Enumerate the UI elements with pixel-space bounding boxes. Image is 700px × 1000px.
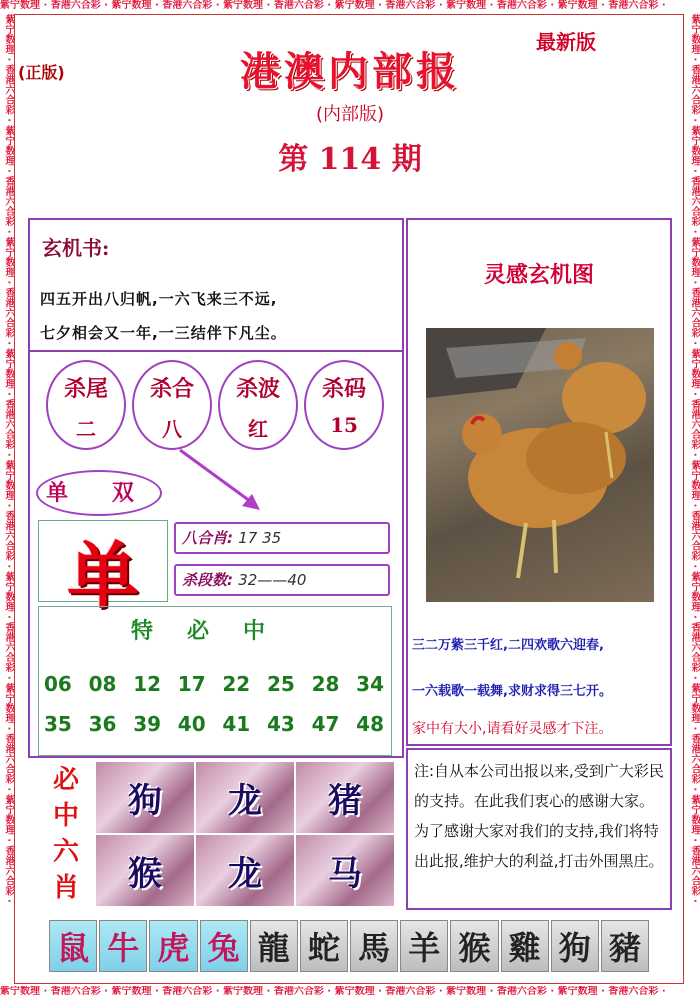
liuhe-value: 17 35 <box>238 529 282 547</box>
number: 22 <box>222 672 251 696</box>
range-value: 32——40 <box>238 571 307 589</box>
border-left: 紫宁数理 · 香港六合彩 · 紫宁数理 · 香港六合彩 · 紫宁数理 · 香港六合彩 · 紫宁数理 · 香港六合彩 · 紫宁数理 · 香港六合彩 · 紫宁数理 · 香港六合彩 · 紫宁数理 · 香港六合彩 · 紫宁数理 · 香港六合彩 · <box>0 14 14 986</box>
zodiac-cell: 蛇 <box>300 920 348 972</box>
right-verse-1: 三二万紫三千红,二四欢歌六迎春, <box>412 638 604 653</box>
inspiration-title: 灵感玄机图 <box>483 262 594 288</box>
zodiac-tile: 猪 <box>296 762 394 833</box>
number: 41 <box>222 712 251 736</box>
range-box <box>174 564 390 596</box>
oval-value: 八 <box>162 417 182 441</box>
chicken-photo <box>426 328 654 602</box>
range-label: 杀段数: <box>182 571 233 589</box>
special-title: 特必中 <box>130 618 299 644</box>
right-verse-2: 一六载歌一载舞,求财求得三七开。 <box>412 684 612 699</box>
six-zodiac-label <box>42 762 90 906</box>
number: 08 <box>88 672 117 696</box>
oval-label: 杀波 <box>235 376 280 402</box>
notice-text: 注:自从本公司出报以来,受到广大彩民的支持。在此我们衷心的感谢大家。为了感谢大家对我们的支持,我们将特出此报,维护大的利益,打击外围黑庄。 <box>414 762 664 870</box>
mystery-line-1: 四五开出八归帆,一六飞来三不远, <box>40 290 278 308</box>
border-bottom: 紫宁数理 · 香港六合彩 · 紫宁数理 · 香港六合彩 · 紫宁数理 · 香港六合彩 · 紫宁数理 · 香港六合彩 · 紫宁数理 · 香港六合彩 · 紫宁数理 · 香港六合彩 · <box>0 986 700 1000</box>
zodiac-cell: 龍 <box>250 920 298 972</box>
edition-tag: 最新版 <box>536 30 596 54</box>
zodiac-cell: 馬 <box>350 920 398 972</box>
zodiac-tile: 龙 <box>196 762 294 833</box>
number-row-1 <box>44 672 384 696</box>
number: 36 <box>88 712 117 736</box>
number: 48 <box>356 712 384 736</box>
zodiac-cell: 狗 <box>551 920 599 972</box>
zodiac-tile: 龙 <box>196 835 294 906</box>
number: 17 <box>177 672 206 696</box>
number: 28 <box>311 672 340 696</box>
oval-kill-he <box>132 360 212 450</box>
page-title: 港澳内部报 <box>240 48 460 95</box>
oval-label: 杀尾 <box>63 376 108 402</box>
arrow-icon <box>170 440 270 520</box>
zodiac-cell: 羊 <box>400 920 448 972</box>
right-note: 家中有大小,请看好灵感才下注。 <box>412 721 613 737</box>
border-top: 紫宁数理 · 香港六合彩 · 紫宁数理 · 香港六合彩 · 紫宁数理 · 香港六合彩 · 紫宁数理 · 香港六合彩 · 紫宁数理 · 香港六合彩 · 紫宁数理 · 香港六合彩 · <box>0 0 700 14</box>
six-zodiac-label-text: 必中六肖 <box>52 765 79 903</box>
zodiac-cell: 豬 <box>601 920 649 972</box>
number: 43 <box>266 712 295 736</box>
oval-kill-wave <box>218 360 298 450</box>
zodiac-tile: 猴 <box>96 835 194 906</box>
zodiac-cell: 雞 <box>501 920 549 972</box>
oval-value: 红 <box>248 417 268 441</box>
border-right: 紫宁数理 · 香港六合彩 · 紫宁数理 · 香港六合彩 · 紫宁数理 · 香港六合彩 · 紫宁数理 · 香港六合彩 · 紫宁数理 · 香港六合彩 · 紫宁数理 · 香港六合彩 · 紫宁数理 · 香港六合彩 · 紫宁数理 · 香港六合彩 · <box>686 14 700 986</box>
official-tag: (正版) <box>18 63 65 82</box>
number: 25 <box>266 672 295 696</box>
zodiac-tile: 狗 <box>96 762 194 833</box>
zodiac-cell: 猴 <box>450 920 498 972</box>
number: 47 <box>311 712 340 736</box>
number: 12 <box>133 672 162 696</box>
zodiac-cell: 牛 <box>99 920 147 972</box>
oval-label: 杀合 <box>149 376 194 402</box>
page-subtitle: (内部版) <box>315 104 385 125</box>
zodiac-tiles <box>96 762 394 906</box>
zodiac-cell: 鼠 <box>49 920 97 972</box>
oval-kill-code <box>304 360 384 450</box>
oval-kill-tail <box>46 360 126 450</box>
chicken-icon <box>426 328 654 602</box>
number: 39 <box>133 712 162 736</box>
issue-number: 第 114 期 <box>278 142 422 177</box>
zodiac-row <box>48 920 650 972</box>
odd-even-oval: 单 双 <box>36 470 162 516</box>
number: 34 <box>356 672 384 696</box>
liuhe-box <box>174 522 390 554</box>
number: 35 <box>44 712 72 736</box>
number: 06 <box>44 672 72 696</box>
big-odd-char: 单 <box>66 533 139 618</box>
oval-label: 杀码 <box>321 376 366 402</box>
mystery-book-label: 玄机书: <box>42 236 110 260</box>
oval-value: 二 <box>76 417 96 441</box>
zodiac-tile: 马 <box>296 835 394 906</box>
zodiac-cell: 虎 <box>149 920 197 972</box>
divider <box>30 350 402 352</box>
zodiac-cell: 兔 <box>200 920 248 972</box>
number: 40 <box>177 712 206 736</box>
oval-value: 15 <box>330 413 358 437</box>
liuhe-label: 八合肖: <box>182 529 233 547</box>
number-row-2 <box>44 712 384 736</box>
mystery-line-2: 七夕相会又一年,一三结伴下凡尘。 <box>40 324 287 342</box>
